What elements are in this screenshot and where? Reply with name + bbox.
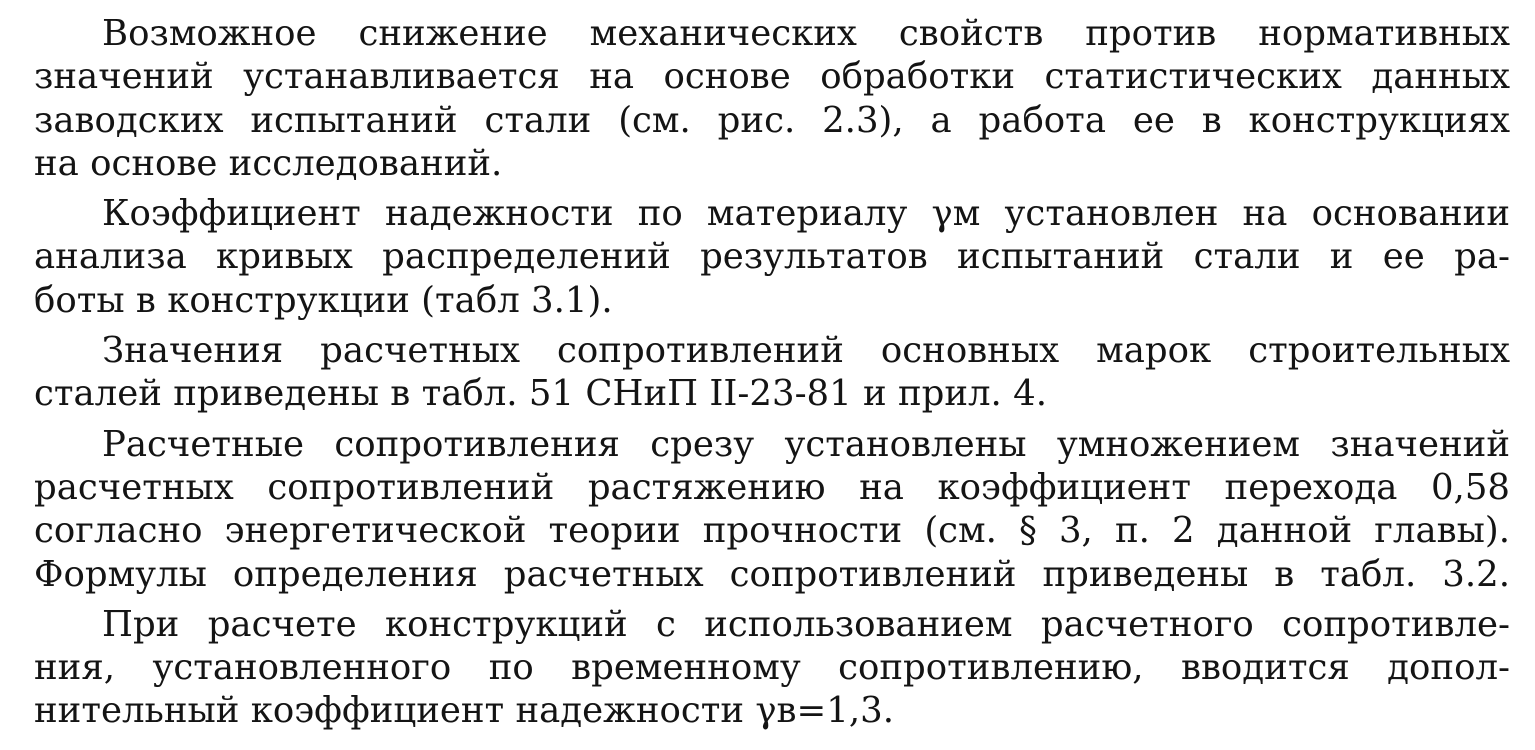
text-line: расчетных сопротивлений растяжению на коэффициент перехода 0,58 bbox=[34, 466, 1510, 508]
text-line: сталей приведены в табл. 51 СНиП II-23-81 и прил. 4. bbox=[34, 373, 1047, 415]
text-line: значений устанавливается на основе обработки статистических данных bbox=[34, 56, 1510, 98]
text-line: Значения расчетных сопротивлений основных марок строительных bbox=[102, 330, 1510, 372]
text-line: Возможное снижение механических свойств против нормативных bbox=[102, 13, 1510, 54]
text-line: боты в конструкции (табл 3.1). bbox=[34, 279, 613, 321]
text-line: При расчете конструкций с использованием расчетного сопротивле- bbox=[102, 603, 1510, 645]
text-line: нительный коэффициент надежности γв=1,3. bbox=[34, 690, 895, 732]
text-line: заводских испытаний стали (см. рис. 2.3), а работа ее в конструкциях bbox=[34, 99, 1510, 141]
text-line: Коэффициент надежности по материалу γм установлен на основании bbox=[102, 193, 1510, 235]
text-line: Формулы определения расчетных сопротивлений приведены в табл. 3.2. bbox=[34, 553, 1510, 595]
text-line: согласно энергетической теории прочности (см. § 3, п. 2 данной главы). bbox=[34, 510, 1510, 552]
paragraph bbox=[34, 329, 1510, 416]
text-line: ния, установленного по временному сопротивлению, вводится допол- bbox=[34, 647, 1510, 689]
paragraph bbox=[34, 423, 1510, 596]
text-line: анализа кривых распределений результатов испытаний стали и ее ра- bbox=[34, 236, 1510, 278]
paragraph bbox=[34, 12, 1510, 185]
text-line: на основе исследований. bbox=[34, 142, 503, 184]
paragraph bbox=[34, 192, 1510, 322]
paragraph bbox=[34, 603, 1510, 733]
document-page bbox=[34, 12, 1510, 733]
text-line: Расчетные сопротивления срезу установлены умножением значений bbox=[102, 423, 1510, 465]
